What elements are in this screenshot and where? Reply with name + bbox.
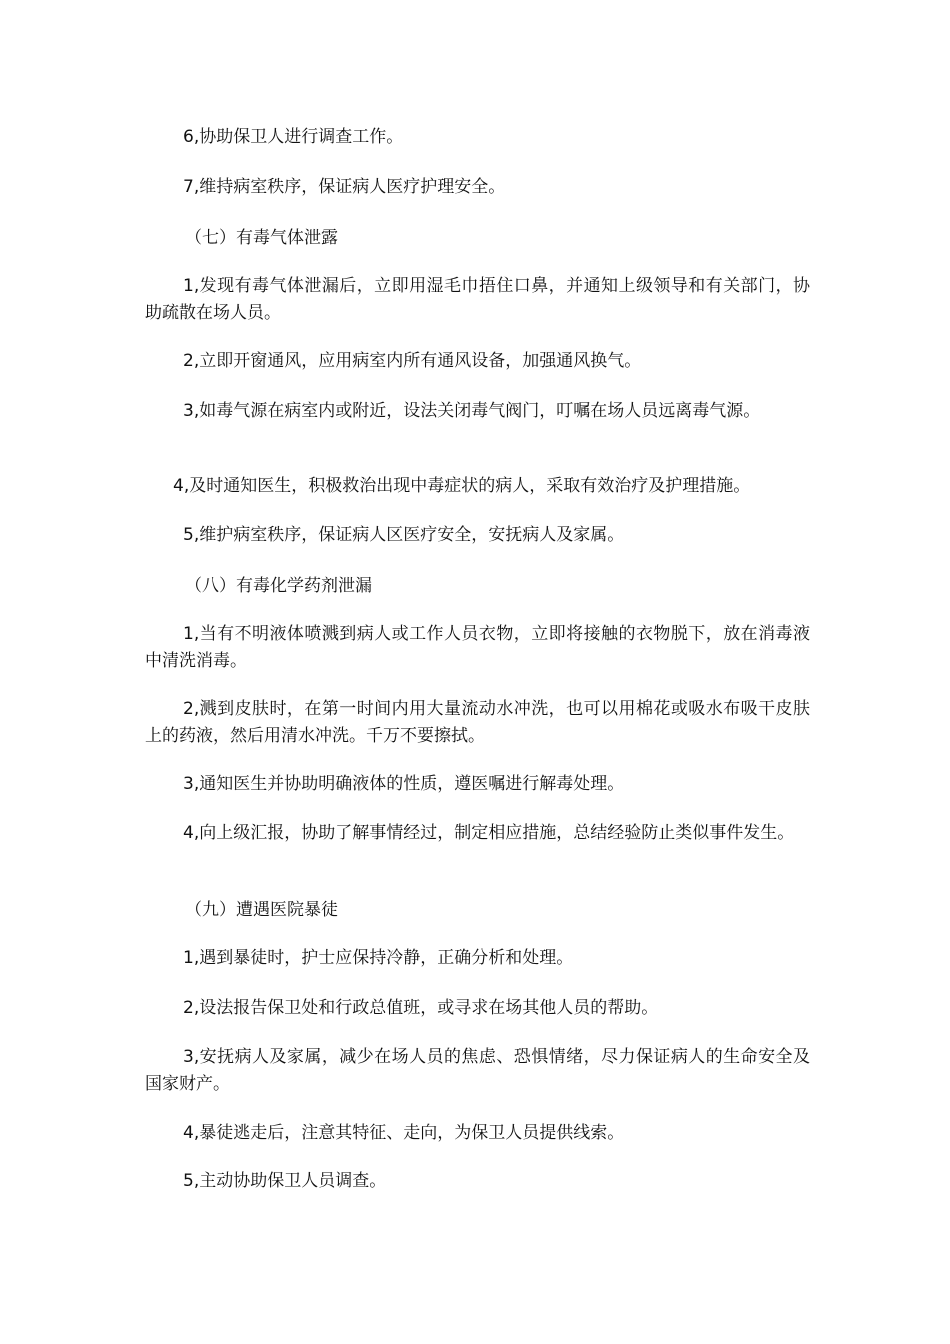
- section-heading-7: （七）有毒气体泄露: [185, 228, 338, 248]
- paragraph-chem-1: 1,当有不明液体喷溅到病人或工作人员衣物，立即将接触的衣物脱下，放在消毒液中清洗消毒。: [145, 624, 810, 671]
- paragraph-thug-5: 5,主动协助保卫人员调查。: [183, 1171, 387, 1191]
- paragraph-thug-2: 2,设法报告保卫处和行政总值班，或寻求在场其他人员的帮助。: [183, 998, 659, 1018]
- paragraph-chem-4: 4,向上级汇报，协助了解事情经过，制定相应措施，总结经验防止类似事件发生。: [183, 823, 795, 843]
- paragraph-gas-2: 2,立即开窗通风，应用病室内所有通风设备，加强通风换气。: [183, 351, 642, 371]
- paragraph-gas-3: 3,如毒气源在病室内或附近，设法关闭毒气阀门，叮嘱在场人员远离毒气源。: [183, 401, 761, 421]
- paragraph-gas-1: 1,发现有毒气体泄漏后，立即用湿毛巾捂住口鼻，并通知上级领导和有关部门，协助疏散在场人员。: [145, 276, 810, 323]
- paragraph-chem-3: 3,通知医生并协助明确液体的性质，遵医嘱进行解毒处理。: [183, 774, 625, 794]
- paragraph-thug-4: 4,暴徒逃走后，注意其特征、走向，为保卫人员提供线索。: [183, 1123, 625, 1143]
- paragraph-thug-3: 3,安抚病人及家属，减少在场人员的焦虑、恐惧情绪，尽力保证病人的生命安全及国家财产。: [145, 1047, 810, 1094]
- paragraph-thug-1: 1,遇到暴徒时，护士应保持冷静，正确分析和处理。: [183, 948, 574, 968]
- paragraph-item-7: 7,维持病室秩序，保证病人医疗护理安全。: [183, 177, 506, 197]
- paragraph-gas-4: 4,及时通知医生，积极救治出现中毒症状的病人，采取有效治疗及护理措施。: [173, 476, 751, 496]
- section-heading-9: （九）遭遇医院暴徒: [185, 900, 338, 920]
- paragraph-chem-2: 2,溅到皮肤时，在第一时间内用大量流动水冲洗，也可以用棉花或吸水布吸干皮肤上的药液，然后用清水冲洗。千万不要擦拭。: [145, 699, 810, 746]
- paragraph-gas-5: 5,维护病室秩序，保证病人区医疗安全，安抚病人及家属。: [183, 525, 625, 545]
- section-heading-8: （八）有毒化学药剂泄漏: [185, 576, 372, 596]
- paragraph-item-6: 6,协助保卫人进行调查工作。: [183, 127, 404, 147]
